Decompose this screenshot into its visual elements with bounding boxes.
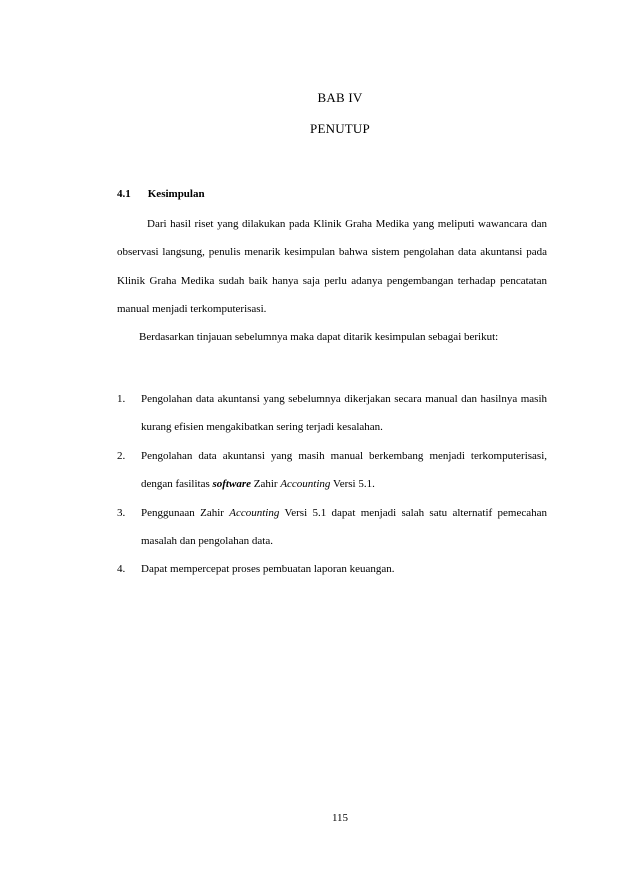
list-item-text: Penggunaan Zahir xyxy=(141,506,230,519)
page-number: 115 xyxy=(331,812,349,824)
italic-term: Accounting xyxy=(280,478,331,491)
italic-term: software xyxy=(212,478,251,491)
italic-term: Accounting xyxy=(229,506,280,519)
list-item-text: Zahir xyxy=(250,478,281,491)
section-heading xyxy=(117,188,205,200)
list-marker: 3. xyxy=(117,506,126,519)
list-item-text: Versi 5.1 dapat menjadi salah satu alternatif pemecahan masalah dan pengolahan data. xyxy=(141,506,547,548)
section-number: 4.1 xyxy=(117,188,131,200)
list-item xyxy=(117,385,547,442)
section-title: Kesimpulan xyxy=(147,188,205,200)
list-item xyxy=(117,499,547,556)
chapter-title: PENUTUP xyxy=(310,121,370,136)
list-item-text: Dapat mempercepat proses pembuatan laporan keuangan. xyxy=(141,563,395,576)
list-marker: 4. xyxy=(117,563,126,576)
list-marker: 2. xyxy=(117,449,126,462)
list-item-text: Pengolahan data akuntansi yang masih manual berkembang menjadi terkomputerisasi, dengan fasilitas xyxy=(141,449,547,491)
list-item-text: Pengolahan data akuntansi yang sebelumnya dikerjakan secara manual dan hasilnya masih kurang efisien mengakibatkan sering terjadi kesalahan. xyxy=(141,393,547,434)
paragraph-conclusion-lead: Berdasarkan tinjauan sebelumnya maka dapat ditarik kesimpulan sebagai berikut: xyxy=(139,331,499,343)
conclusion-list xyxy=(117,385,547,584)
chapter-number: BAB IV xyxy=(317,90,363,105)
paragraph-conclusion-intro: Dari hasil riset yang dilakukan pada Klinik Graha Medika yang meliputi wawancara dan observasi langsung, penulis menarik kesimpulan bahwa sistem pengolahan data akuntansi pada Klinik Graha Medika sudah baik hanya saja perlu adanya pengembangan terhadap pencatatan manual menjadi terkomputerisasi. xyxy=(117,218,547,316)
list-item-text: Versi 5.1. xyxy=(330,478,375,491)
list-item xyxy=(117,555,547,583)
list-item xyxy=(117,442,547,499)
list-marker: 1. xyxy=(117,393,126,405)
